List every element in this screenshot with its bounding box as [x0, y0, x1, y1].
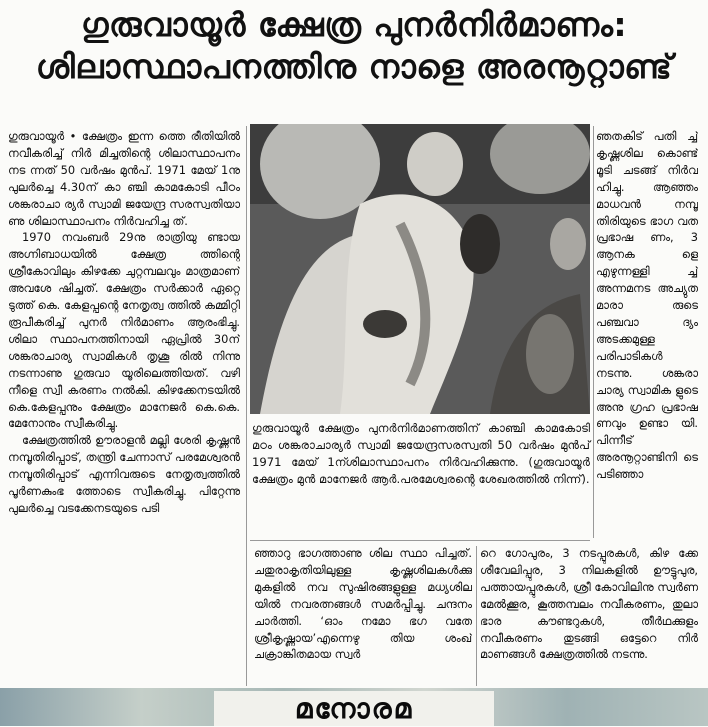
- headline: [8, 4, 700, 88]
- article-column-mid-left: [254, 545, 472, 685]
- masthead-logo: മനോരമ: [214, 691, 494, 726]
- article-column-1: [8, 128, 240, 684]
- paragraph-2: 1970 നവംബർ 29നു രാത്രിയു ണ്ടായ അഗ്നിബാധയിൽ ക്ഷേത്ര ത്തിന്റെ ശ്രീകോവിലും കിഴക്കേ ചുറ്റമ്പലവും മാത്രമാണ് അവശേ ഷിച്ചത്. ക്ഷേത്രം സർക്കാർ ഏറ്റെ ടുത്ത് കെ. കേളപ്പന്റെ നേതൃത്വ ത്തിൽ കമ്മിറ്റി രൂപീകരിച്ച് പുനർ നിർമാണം ആരംഭിച്ചു. ശിലാ സ്ഥാപനത്തിനായി ഏപ്രിൽ 30ന് ശങ്കരാചാര്യ സ്വാമികൾ തൃശൂ രിൽ നിന്നു നടന്നാണു ഗുരുവാ യൂരിലെത്തിയത്. വഴി നീളെ സ്വീ കരണം നൽകി. കിഴക്കേനടയിൽ കെ.കേളപ്പനും ക്ഷേത്രം മാനേജർ കെ.കെ. മേനോനും സ്വീകരിച്ചു.: [8, 230, 240, 431]
- column-3-text: ഞതകിട് പതി ച്ച് കൃഷ്ണശില കൊണ്ട് മൂടി ചടങ്ങ് നിർവ ഹിച്ചു. ആഞ്ഞം മാധവൻ നമ്പൂ തിരിയുടെ ഭാഗ വത പ്രഭാഷ ണം, 3 ആനക ളെ എഴുന്നള്ളി ച്ച് അന്നമനട അച്യുത മാരാ രുടെ പഞ്ചവാ ദ്യം അടക്കമുള്ള പരിപാടികൾ നടന്നു. ശങ്കരാ ചാര്യ സ്വാമിക ളുടെ അനു ഗ്രഹ പ്രഭാഷ ണവും ഉണ്ടാ യി. പിന്നീട് അരനൂറ്റാണ്ടിനി ടെ പടിഞ്ഞാ: [596, 129, 698, 482]
- photo-caption: ഗുരുവായൂർ ക്ഷേത്രം പുനർനിർമാണത്തിന് കാഞ്ചി കാമകോടി മഠം ശങ്കരാചാര്യർ സ്വാമി ജയേന്ദ്രസരസ്വതി 50 വർഷം മുൻപ് 1971 മേയ് 1ന്ശിലാസ്ഥാപനം നിർവഹിക്കുന്നു. (ഗുരുവായൂർ ക്ഷേത്രം മുൻ മാനേജർ ആർ.പരമേശ്വരന്റെ ശേഖരത്തിൽ നിന്ന്).: [252, 421, 590, 486]
- news-photo: [250, 124, 590, 414]
- paragraph-3: ക്ഷേത്രത്തിൽ ഊരാളൻ മല്ലി ശേരി കൃഷ്ണൻ നമ്പൂതിരിപ്പാട്, തന്ത്രി ചേന്നാസ് പരമേശ്വരൻ നമ്പൂതിരിപ്പാട് എന്നിവരുടെ നേതൃത്വത്തിൽ പൂർണകുംഭ ത്തോടെ സ്വീകരിച്ചു. പിറ്റേന്നു പുലർച്ചെ വടക്കേനടയുടെ പടി: [8, 433, 240, 515]
- article-column-3: [596, 128, 698, 540]
- column-mid-right-text: റെ ഗോപുരം, 3 നടപ്പുരകൾ, കിഴ ക്കേ ശീവേലിപ്പുര, 3 നിലകളിൽ ഊട്ടുപുര, പത്തായപ്പുരകൾ, ശ്രീ കോവിലിനു സ്വർണ മേൽക്കൂര, കൂത്തമ്പലം നവീകരണം, തുലാ ഭാര കൗണ്ടറുകൾ, തീർഥക്കുളം നവീകരണം തുടങ്ങി ഒട്ടേറെ നിർ മാണങ്ങൾ ക്ഷേത്രത്തിൽ നടന്നു.: [480, 546, 698, 662]
- column-divider-3: [476, 546, 477, 686]
- column-divider-1: [246, 126, 247, 686]
- caption-divider: [250, 540, 590, 541]
- paragraph-1: ഗുരുവായൂർ • ക്ഷേത്രം ഇന്ന ത്തെ രീതിയിൽ നവീകരിച്ച് നിർ മിച്ചതിന്റെ ശിലാസ്ഥാപനം നട ന്നത് 50 വർഷം മുൻപ്. 1971 മേയ് 1നു പുലർച്ചെ 4.30ന് കാ ഞ്ചി കാമകോടി പീഠം ശങ്കരാചാ ര്യർ സ്വാമി ജയേന്ദ്ര സരസ്വതിയാ ണു ശിലാസ്ഥാപനം നിർവഹിച്ച ത്.: [8, 129, 240, 228]
- column-divider-2: [593, 126, 594, 538]
- headline-line-1: ഗുരുവായൂർ ക്ഷേത്ര പുനർനിർമാണം:: [80, 5, 628, 44]
- article-column-mid-right: [480, 545, 698, 685]
- headline-line-2: ശിലാസ്ഥാപനത്തിനു നാളെ അരനൂറ്റാണ്ട്: [35, 47, 673, 86]
- column-mid-left-text: ഞ്ഞാറു ഭാഗത്താണു ശില സ്ഥാ പിച്ചത്. ചതുരാകൃതിയിലുള്ള കൃഷ്ണശിലകൾക്കു മുകളിൽ നവ സുഷിരങ്ങളുള്ള മധ്യശില യിൽ നവരത്നങ്ങൾ സമർപ്പിച്ചു. ചന്ദനം ചാർത്തി. ‘ഓം നമോ ഭഗ വതേ ശ്രീകൃഷ്ണായ’എന്നെഴു തിയ ശംഖ് ചക്രാങ്കിതമായ സ്വർ: [254, 546, 472, 662]
- photo-illustration: [250, 124, 590, 414]
